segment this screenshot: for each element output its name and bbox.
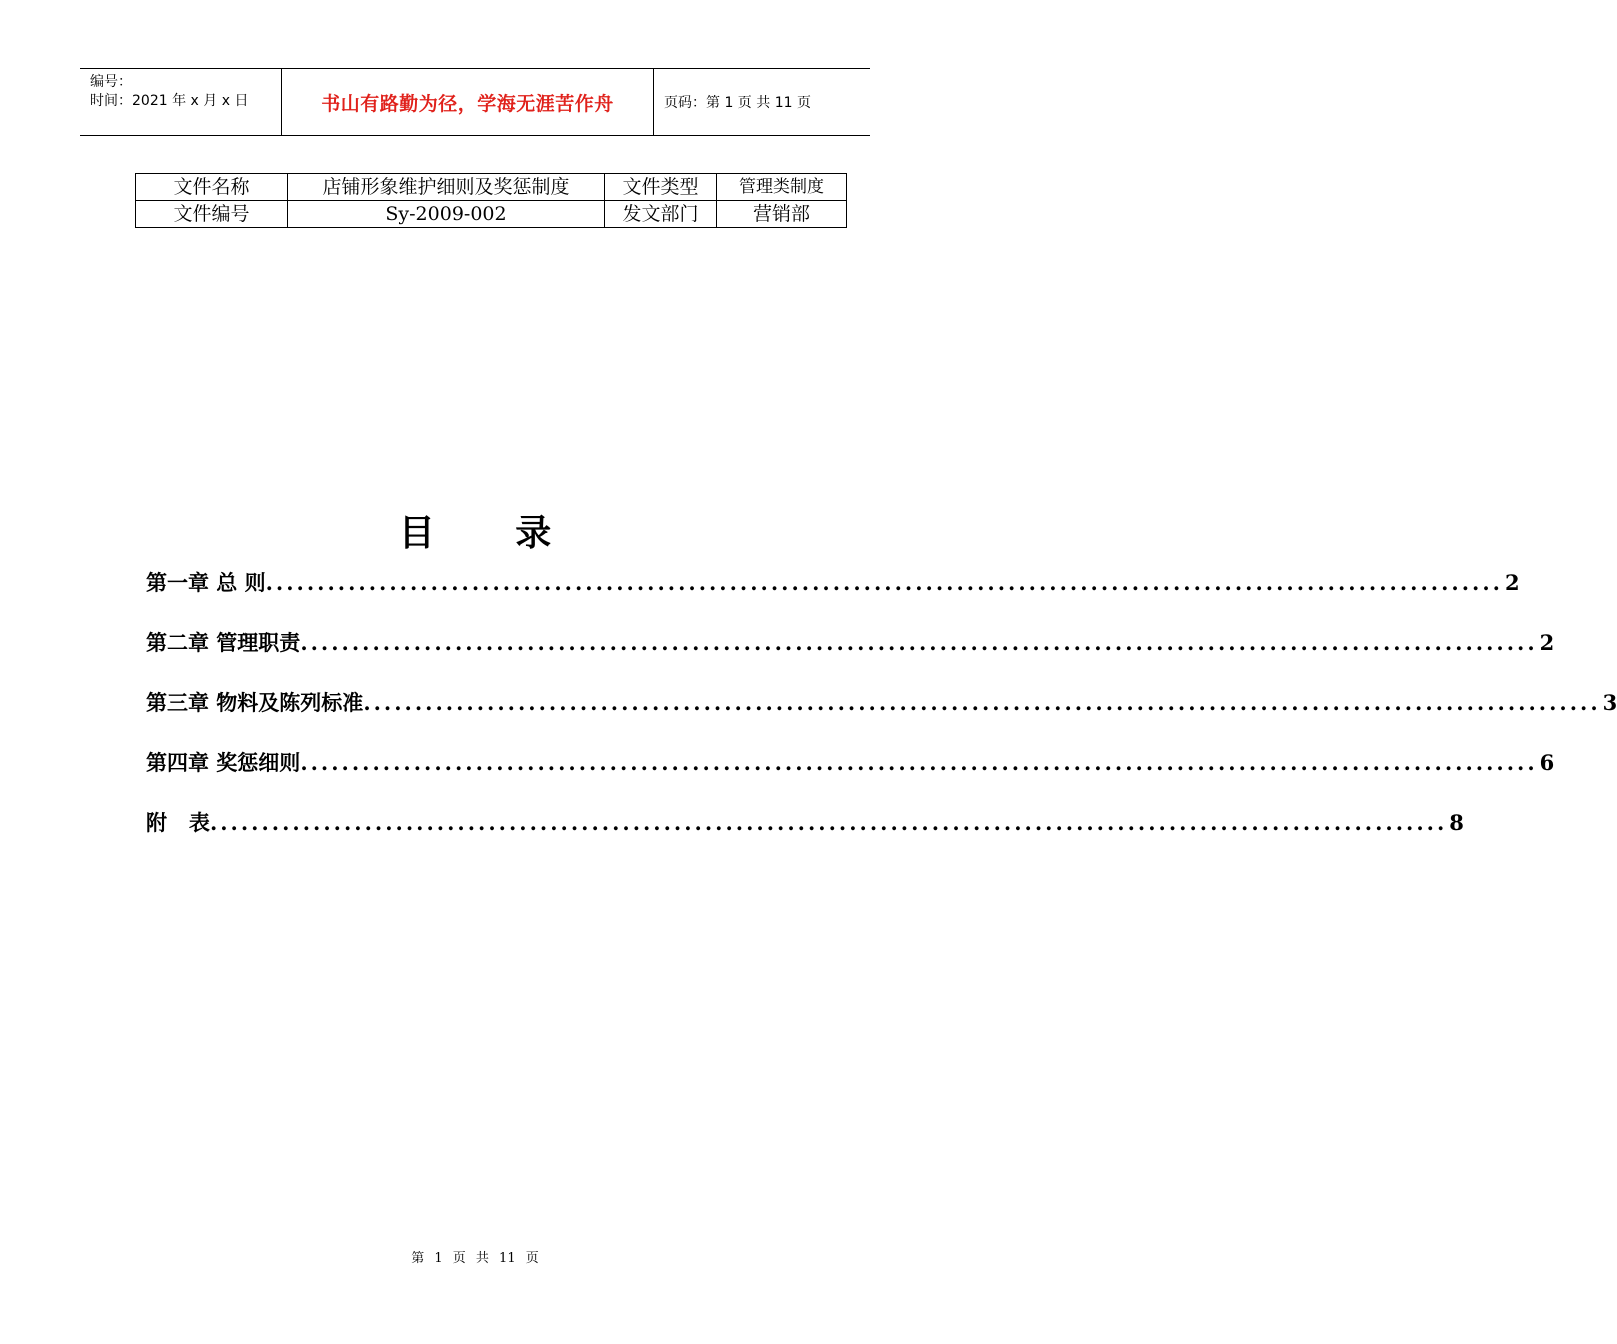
toc-leader-dots: ........................................................................................................................ [363, 690, 1601, 715]
toc-entry[interactable] [146, 567, 1520, 627]
issuing-dept-key: 发文部门 [605, 201, 717, 228]
toc-entry-page: 8 [1449, 810, 1464, 835]
file-name-key: 文件名称 [136, 174, 288, 201]
toc-leader-dots: ........................................................................................................................ [300, 750, 1538, 775]
toc-entry-label: 第一章 总 则 [146, 570, 266, 595]
file-type-value: 管理类制度 [717, 174, 847, 201]
document-info-table [135, 173, 847, 228]
toc-entry-label: 第三章 物料及陈列标准 [146, 690, 364, 715]
page-footer: 第 1 页 共 11 页 [411, 1251, 539, 1266]
toc-entry[interactable] [146, 687, 1617, 747]
toc-entry-page: 3 [1602, 690, 1617, 715]
file-name-value: 店铺形象维护细则及奖惩制度 [288, 174, 605, 201]
page-header [80, 68, 870, 136]
file-number-value: Sy-2009-002 [288, 201, 605, 228]
info-row [136, 174, 847, 201]
file-type-key: 文件类型 [605, 174, 717, 201]
info-row [136, 201, 847, 228]
toc-entry[interactable] [146, 807, 1464, 867]
toc-entry-label: 附 表 [146, 810, 210, 835]
table-of-contents [146, 567, 1617, 867]
toc-leader-dots: ........................................................................................................................ [300, 630, 1538, 655]
toc-entry-page: 2 [1539, 630, 1555, 655]
header-page-label: 页码：第 1 页 共 11 页 [664, 95, 811, 111]
toc-entry[interactable] [146, 747, 1555, 807]
toc-entry[interactable] [146, 627, 1555, 687]
toc-title: 目 录 [398, 512, 586, 554]
header-meta [80, 69, 282, 135]
toc-leader-dots: ........................................................................................................................ [209, 810, 1448, 835]
toc-entry-page: 2 [1504, 570, 1520, 595]
file-number-key: 文件编号 [136, 201, 288, 228]
document-number-label: 编号： [90, 74, 132, 90]
toc-entry-page: 6 [1539, 750, 1555, 775]
toc-entry-label: 第二章 管理职责 [146, 630, 301, 655]
document-date-label: 时间：2021 年 x 月 x 日 [90, 93, 249, 109]
toc-entry-label: 第四章 奖惩细则 [146, 750, 301, 775]
header-motto: 书山有路勤为径，学海无涯苦作舟 [282, 69, 654, 135]
toc-leader-dots: ........................................................................................................................ [265, 570, 1503, 595]
issuing-dept-value: 营销部 [717, 201, 847, 228]
